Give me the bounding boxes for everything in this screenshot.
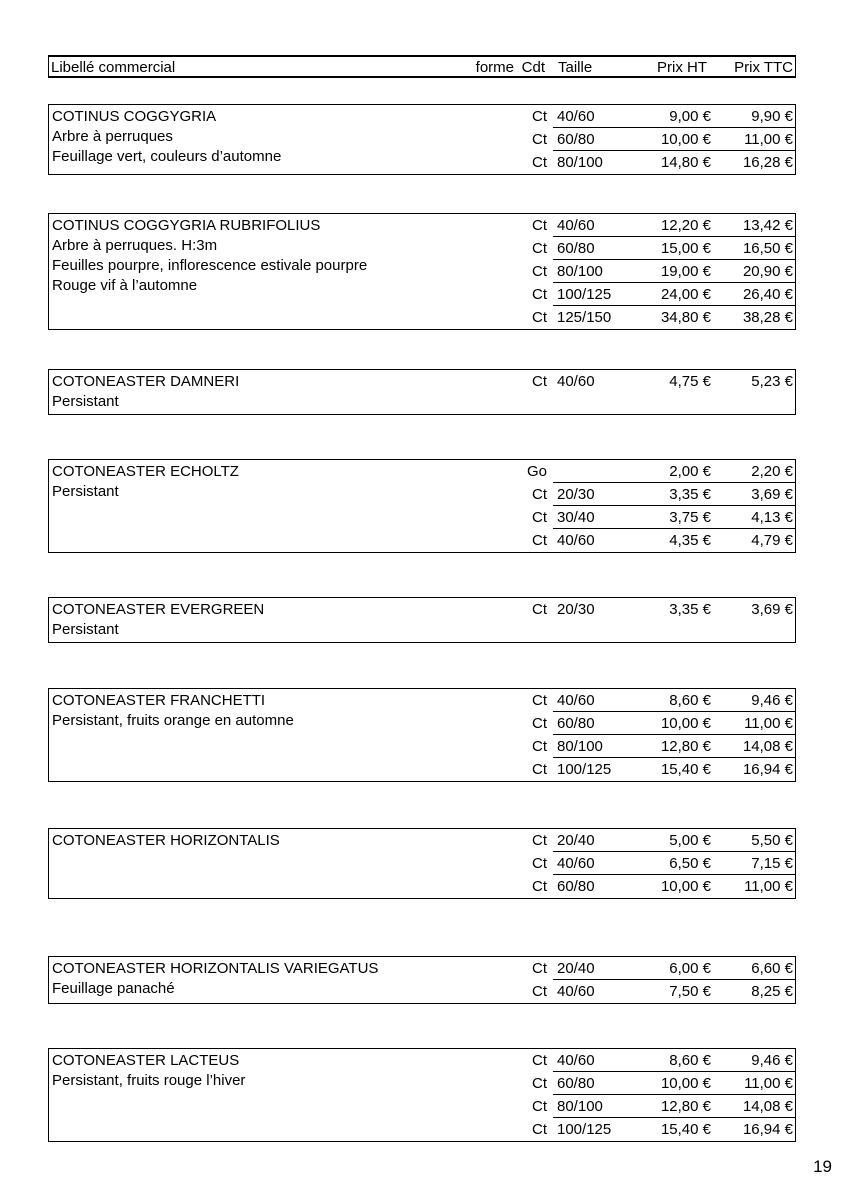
prix-ht-value: 12,80 € [660, 738, 711, 755]
taille-value: 40/60 [557, 532, 595, 549]
price-row-detail [553, 283, 795, 306]
price-row [505, 151, 795, 174]
price-rows [505, 598, 795, 621]
prix-ttc-value: 26,40 € [742, 286, 793, 303]
product-description-line: Persistant, fruits orange en automne [52, 712, 294, 729]
price-row [505, 306, 795, 329]
product-info [52, 831, 280, 851]
product-block [48, 956, 796, 1004]
price-row-detail [553, 1072, 795, 1095]
cdt-value: Ct [532, 309, 547, 326]
taille-value: 40/60 [557, 983, 595, 1000]
cdt-value: Ct [532, 1121, 547, 1138]
price-row-detail [553, 689, 795, 712]
price-row-detail [553, 1095, 795, 1118]
prix-ht-value: 15,40 € [660, 761, 711, 778]
prix-ttc-value: 20,90 € [742, 263, 793, 280]
cdt-value: Ct [532, 738, 547, 755]
price-row-detail [553, 306, 795, 329]
prix-ht-value: 10,00 € [660, 715, 711, 732]
product-block [48, 213, 796, 330]
product-info [52, 216, 367, 296]
price-row [505, 214, 795, 237]
taille-value [553, 460, 627, 482]
price-row-detail [553, 598, 795, 621]
prix-ht-value: 4,35 € [669, 532, 711, 549]
product-description-line: Arbre à perruques. H:3m [52, 237, 218, 254]
taille-value: 40/60 [557, 217, 595, 234]
price-row-detail [553, 829, 795, 852]
product-description-line: Rouge vif à l’automne [52, 277, 198, 294]
price-rows [505, 1049, 795, 1141]
price-row-detail [553, 460, 795, 483]
prix-ttc-value: 9,46 € [751, 692, 793, 709]
taille-value: 60/80 [557, 715, 595, 732]
price-row [505, 758, 795, 781]
price-row [505, 529, 795, 552]
prix-ttc-value: 11,00 € [744, 715, 793, 732]
prix-ttc-value: 3,69 € [751, 601, 793, 618]
price-row-detail [553, 260, 795, 283]
prix-ht-value: 15,40 € [660, 1121, 711, 1138]
column-header-forme: forme [475, 59, 514, 76]
price-row [505, 1072, 795, 1095]
product-info [52, 959, 378, 999]
price-row-detail [553, 712, 795, 735]
price-row [505, 735, 795, 758]
column-header-taille: Taille [558, 59, 593, 76]
price-row [505, 1049, 795, 1072]
cdt-value: Ct [532, 154, 547, 171]
prix-ttc-value: 16,94 € [742, 1121, 793, 1138]
price-row-detail [553, 370, 795, 393]
prix-ht-value: 3,75 € [669, 509, 711, 526]
product-name: COTONEASTER EVERGREEN [52, 601, 265, 618]
price-row [505, 875, 795, 898]
product-name: COTINUS COGGYGRIA RUBRIFOLIUS [52, 217, 321, 234]
cdt-value: Ct [532, 878, 547, 895]
product-info [52, 600, 264, 640]
product-description-line: Persistant [52, 393, 119, 410]
prix-ttc-value: 11,00 € [744, 131, 793, 148]
product-info [52, 1051, 245, 1091]
price-rows [505, 957, 795, 1003]
cdt-value: Ct [532, 855, 547, 872]
taille-value: 100/125 [557, 761, 612, 778]
price-rows [505, 214, 795, 329]
cdt-value: Ct [532, 217, 547, 234]
product-description-line: Persistant [52, 483, 119, 500]
prix-ttc-value: 16,50 € [742, 240, 793, 257]
taille-value: 40/60 [557, 108, 595, 125]
cdt-value: Ct [532, 761, 547, 778]
price-row [505, 283, 795, 306]
prix-ht-value: 24,00 € [660, 286, 711, 303]
prix-ht-value: 6,00 € [669, 960, 711, 977]
taille-value: 80/100 [557, 738, 603, 755]
prix-ht-value: 12,20 € [660, 217, 711, 234]
prix-ttc-value: 16,28 € [742, 154, 793, 171]
price-row-detail [553, 852, 795, 875]
price-row-detail [553, 506, 795, 529]
price-row [505, 1095, 795, 1118]
taille-value: 60/80 [557, 878, 595, 895]
product-block [48, 459, 796, 553]
prix-ht-value: 19,00 € [660, 263, 711, 280]
taille-value: 20/40 [557, 960, 595, 977]
taille-value: 60/80 [557, 240, 595, 257]
cdt-value: Ct [532, 509, 547, 526]
prix-ht-value: 3,35 € [669, 486, 711, 503]
price-row-detail [553, 957, 795, 980]
prix-ht-value: 9,00 € [669, 108, 711, 125]
price-row [505, 689, 795, 712]
price-row-detail [553, 875, 795, 898]
cdt-value: Ct [532, 1052, 547, 1069]
product-description-line: Arbre à perruques [52, 128, 173, 145]
taille-value: 80/100 [557, 263, 603, 280]
product-block [48, 1048, 796, 1142]
prix-ttc-value: 3,69 € [751, 486, 793, 503]
taille-value: 60/80 [557, 131, 595, 148]
prix-ht-value: 34,80 € [660, 309, 711, 326]
prix-ttc-value: 13,42 € [742, 217, 793, 234]
column-header-prix-ht: Prix HT [657, 59, 707, 76]
cdt-value: Ct [532, 715, 547, 732]
price-row [505, 712, 795, 735]
taille-value: 100/125 [557, 286, 612, 303]
prix-ht-value: 2,00 € [669, 463, 711, 480]
price-row-detail [553, 151, 795, 174]
price-row-detail [553, 529, 795, 552]
product-block [48, 688, 796, 782]
cdt-value: Ct [532, 286, 547, 303]
price-row [505, 598, 795, 621]
price-row [505, 980, 795, 1003]
taille-value: 30/40 [557, 509, 595, 526]
price-row [505, 852, 795, 875]
cdt-value: Ct [532, 692, 547, 709]
cdt-value: Ct [532, 960, 547, 977]
prix-ttc-value: 16,94 € [742, 761, 793, 778]
price-rows [505, 370, 795, 393]
taille-value: 125/150 [557, 309, 612, 326]
taille-value: 40/60 [557, 373, 595, 390]
product-info [52, 462, 239, 502]
cdt-value: Ct [532, 373, 547, 390]
product-blocks-list [48, 104, 796, 1142]
cdt-value: Go [526, 463, 547, 480]
taille-value: 60/80 [557, 1075, 595, 1092]
price-rows [505, 105, 795, 174]
prix-ttc-value: 8,25 € [751, 983, 793, 1000]
price-row-detail [553, 735, 795, 758]
price-row-detail [553, 237, 795, 260]
price-row-detail [553, 214, 795, 237]
taille-value: 80/100 [557, 1098, 603, 1115]
prix-ttc-value: 7,15 € [751, 855, 793, 872]
price-row [505, 506, 795, 529]
price-row [505, 483, 795, 506]
prix-ttc-value: 9,46 € [751, 1052, 793, 1069]
prix-ttc-value: 14,08 € [742, 1098, 793, 1115]
taille-value: 40/60 [557, 1052, 595, 1069]
prix-ht-value: 8,60 € [669, 692, 711, 709]
prix-ttc-value: 5,23 € [751, 373, 793, 390]
cdt-value: Ct [532, 983, 547, 1000]
product-name: COTONEASTER ECHOLTZ [52, 463, 239, 480]
product-name: COTONEASTER DAMNERI [52, 373, 240, 390]
product-block [48, 597, 796, 643]
prix-ttc-value: 11,00 € [744, 878, 793, 895]
product-block [48, 369, 796, 415]
taille-value: 100/125 [557, 1121, 612, 1138]
product-name: COTONEASTER HORIZONTALIS VARIEGATUS [52, 960, 379, 977]
product-block [48, 104, 796, 175]
price-row [505, 460, 795, 483]
prix-ht-value: 7,50 € [669, 983, 711, 1000]
taille-value: 40/60 [557, 855, 595, 872]
cdt-value: Ct [532, 131, 547, 148]
prix-ht-value: 6,50 € [669, 855, 711, 872]
cdt-value: Ct [532, 1075, 547, 1092]
price-row [505, 128, 795, 151]
product-name: COTONEASTER HORIZONTALIS [52, 832, 280, 849]
prix-ht-value: 10,00 € [660, 1075, 711, 1092]
price-table [48, 55, 796, 1142]
product-description-line: Feuilles pourpre, inflorescence estivale pourpre [52, 257, 368, 274]
price-row [505, 957, 795, 980]
column-header-prix-ttc: Prix TTC [734, 59, 793, 76]
page-number: 19 [813, 1157, 832, 1176]
price-rows [505, 460, 795, 552]
prix-ttc-value: 2,20 € [751, 463, 793, 480]
price-row-detail [553, 483, 795, 506]
prix-ttc-value: 5,50 € [751, 832, 793, 849]
prix-ht-value: 12,80 € [660, 1098, 711, 1115]
taille-value: 40/60 [557, 692, 595, 709]
prix-ttc-value: 38,28 € [742, 309, 793, 326]
product-description-line: Feuillage panaché [52, 980, 175, 997]
product-name: COTONEASTER LACTEUS [52, 1052, 240, 1069]
prix-ht-value: 4,75 € [669, 373, 711, 390]
product-description-line: Persistant [52, 621, 119, 638]
taille-value: 80/100 [557, 154, 603, 171]
product-info [52, 691, 294, 731]
price-row-detail [553, 1049, 795, 1072]
price-row [505, 237, 795, 260]
cdt-value: Ct [532, 240, 547, 257]
price-rows [505, 829, 795, 898]
taille-value: 20/30 [557, 486, 595, 503]
column-header-libelle: Libellé commercial [51, 59, 176, 76]
product-name: COTINUS COGGYGRIA [52, 108, 217, 125]
taille-value: 20/30 [557, 601, 595, 618]
taille-value: 20/40 [557, 832, 595, 849]
column-header-cdt: Cdt [521, 59, 545, 76]
prix-ht-value: 3,35 € [669, 601, 711, 618]
prix-ht-value: 14,80 € [660, 154, 711, 171]
prix-ht-value: 8,60 € [669, 1052, 711, 1069]
prix-ttc-value: 14,08 € [742, 738, 793, 755]
product-block [48, 828, 796, 899]
price-row [505, 1118, 795, 1141]
price-row [505, 370, 795, 393]
price-row-detail [553, 128, 795, 151]
cdt-value: Ct [532, 263, 547, 280]
prix-ttc-value: 9,90 € [751, 108, 793, 125]
product-info [52, 372, 239, 412]
price-row [505, 260, 795, 283]
price-rows [505, 689, 795, 781]
price-row-detail [553, 105, 795, 128]
prix-ttc-value: 4,13 € [751, 509, 793, 526]
price-row [505, 105, 795, 128]
product-name: COTONEASTER FRANCHETTI [52, 692, 266, 709]
price-row-detail [553, 758, 795, 781]
prix-ht-value: 10,00 € [660, 131, 711, 148]
product-info [52, 107, 281, 167]
product-description-line: Feuillage vert, couleurs d’automne [52, 148, 282, 165]
product-description-line: Persistant, fruits rouge l’hiver [52, 1072, 246, 1089]
prix-ht-value: 10,00 € [660, 878, 711, 895]
prix-ttc-value: 11,00 € [744, 1075, 793, 1092]
prix-ttc-value: 6,60 € [751, 960, 793, 977]
price-row-detail [553, 1118, 795, 1141]
cdt-value: Ct [532, 832, 547, 849]
prix-ht-value: 5,00 € [669, 832, 711, 849]
cdt-value: Ct [532, 532, 547, 549]
cdt-value: Ct [532, 486, 547, 503]
prix-ttc-value: 4,79 € [751, 532, 793, 549]
cdt-value: Ct [532, 108, 547, 125]
price-row-detail [553, 980, 795, 1003]
table-header-row [48, 55, 796, 78]
price-row [505, 829, 795, 852]
cdt-value: Ct [532, 601, 547, 618]
cdt-value: Ct [532, 1098, 547, 1115]
prix-ht-value: 15,00 € [660, 240, 711, 257]
